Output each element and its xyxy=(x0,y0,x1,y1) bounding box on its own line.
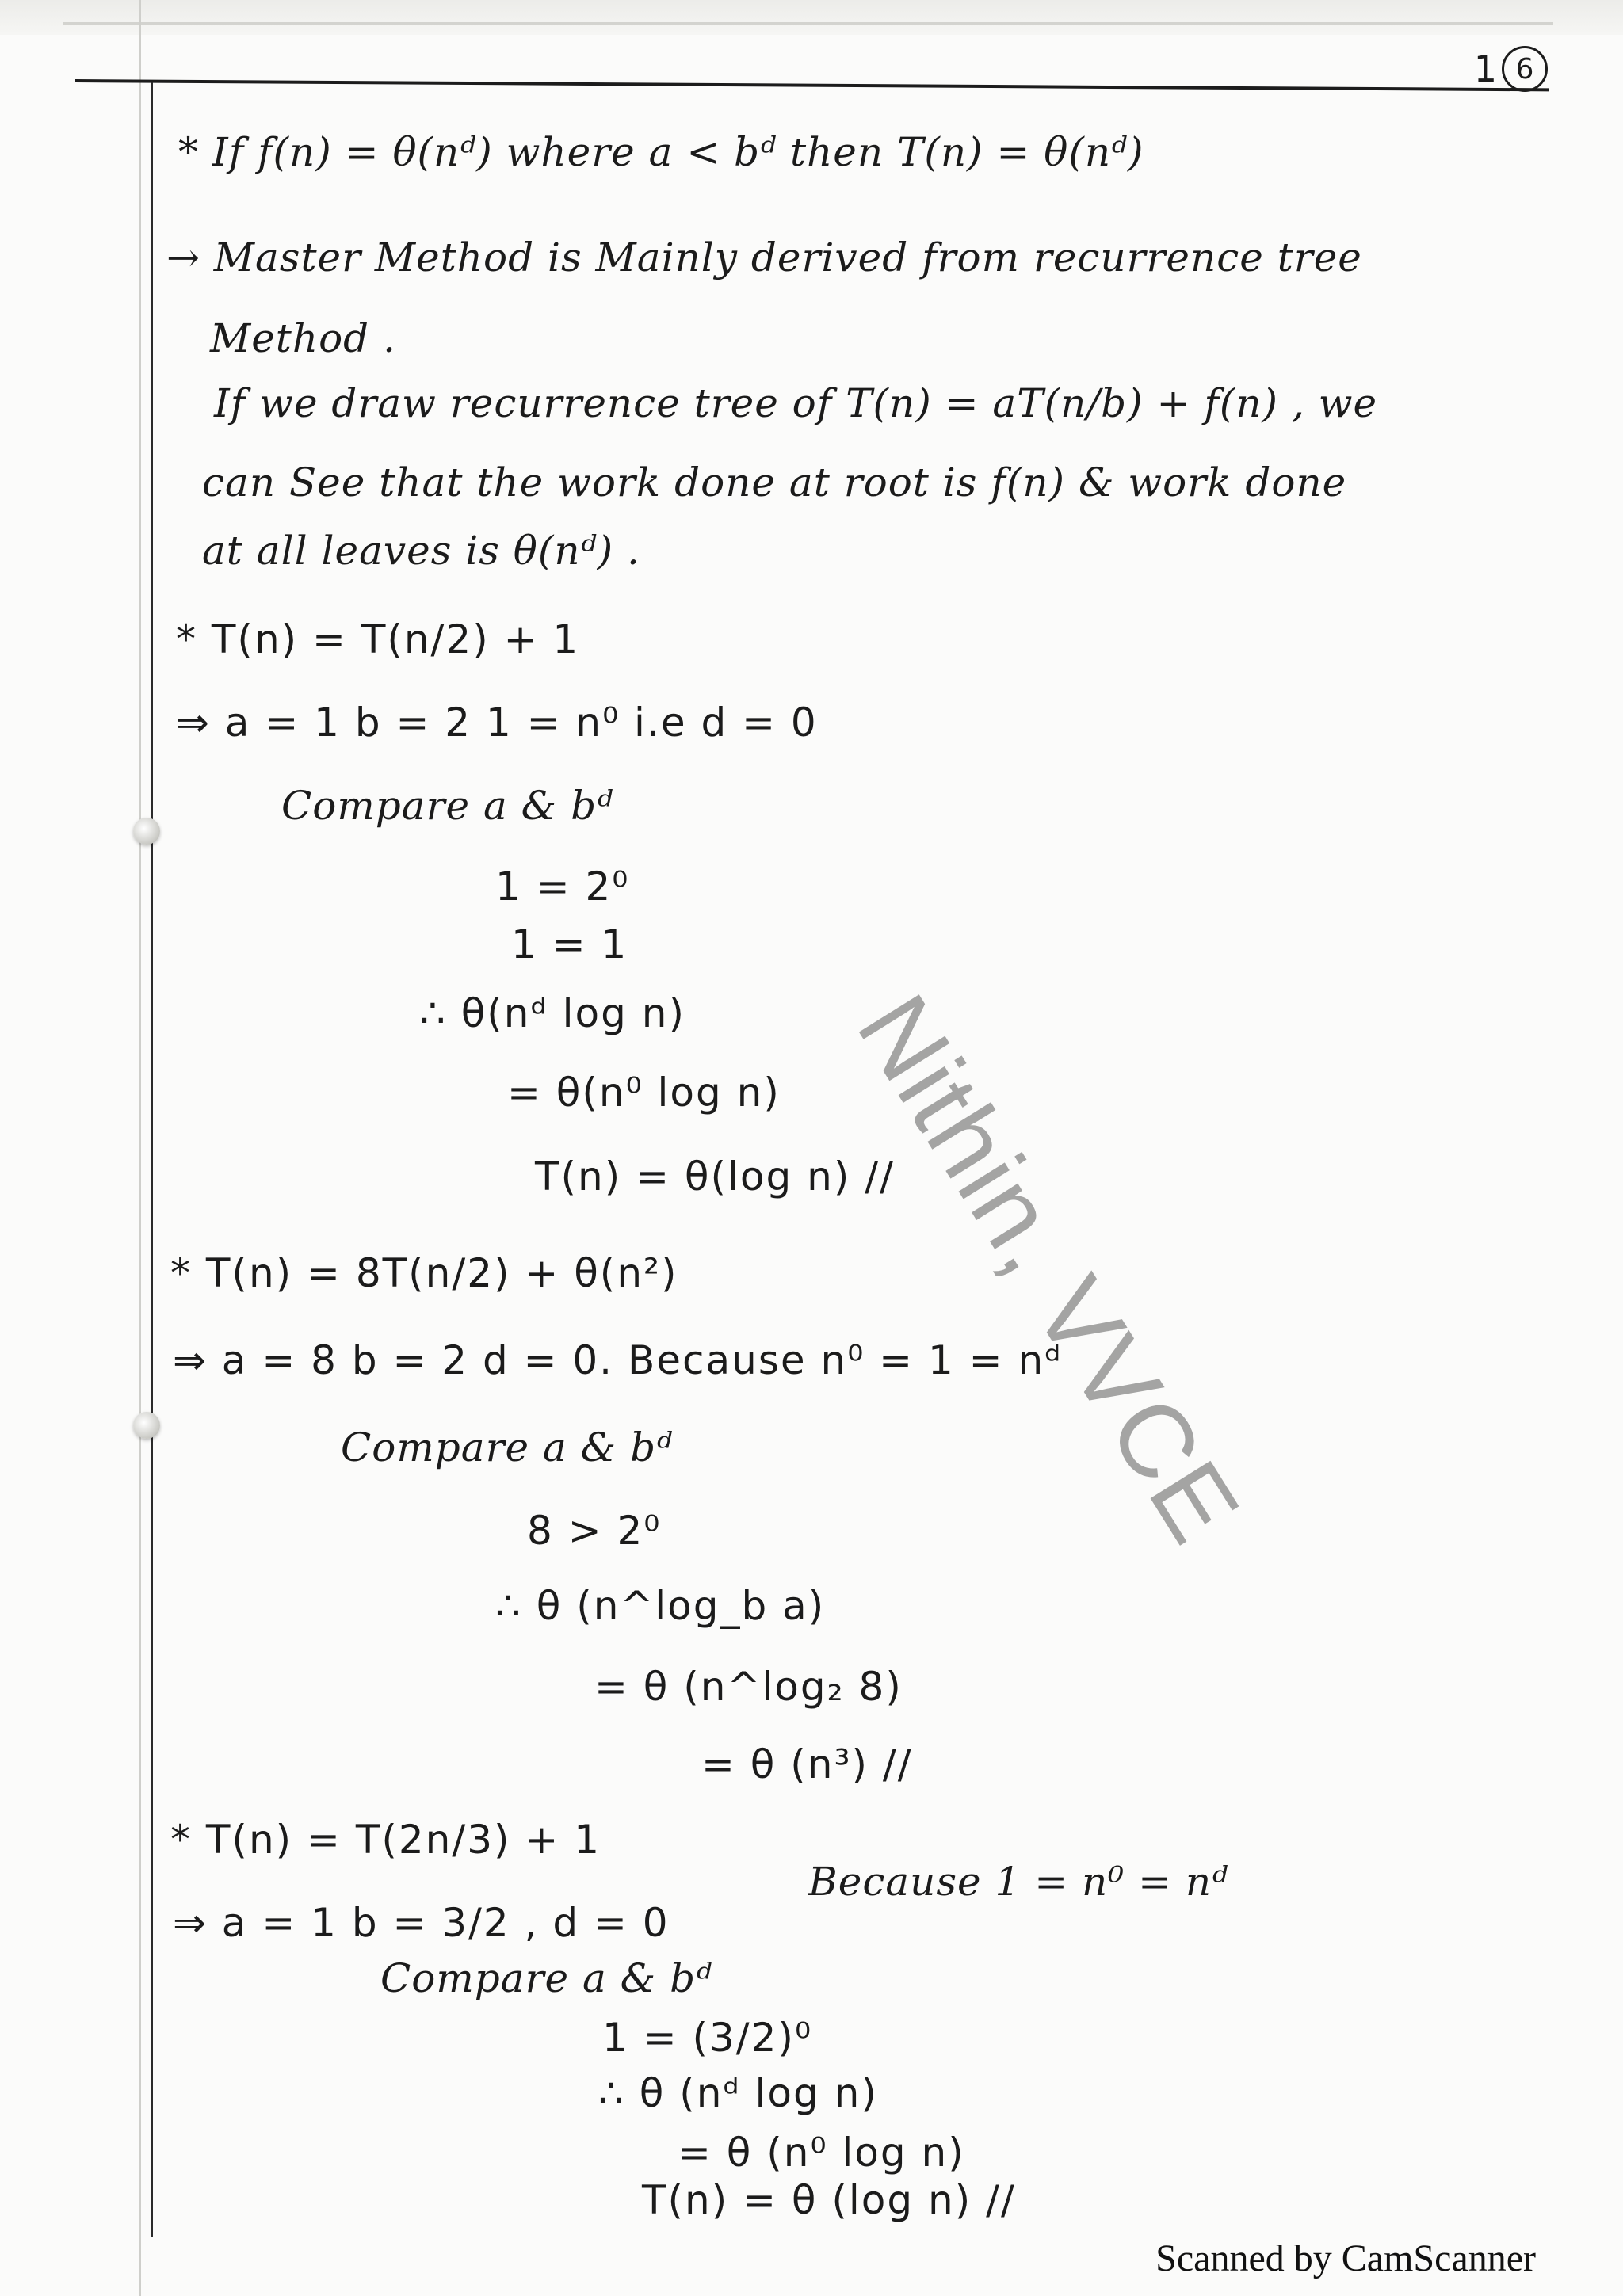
page-top-edge xyxy=(0,0,1623,35)
example1-step-5: T(n) = θ(log n) // xyxy=(535,1154,895,1199)
example2-compare: Compare a & bᵈ xyxy=(341,1425,674,1470)
example2-step-4: = θ (n³) // xyxy=(701,1741,913,1787)
left-ghost-line xyxy=(139,0,141,2296)
example3-params: ⇒ a = 1 b = 3/2 , d = 0 xyxy=(173,1900,670,1946)
example2-params: ⇒ a = 8 b = 2 d = 0. Because n⁰ = 1 = nᵈ xyxy=(173,1337,1063,1383)
example3-step-3: = θ (n⁰ log n) xyxy=(678,2130,965,2176)
author-watermark: Nithin, VVCE xyxy=(835,975,1263,1563)
intro-line-6: at all leaves is θ(nᵈ) . xyxy=(202,528,640,574)
example1-step-3: ∴ θ(nᵈ log n) xyxy=(420,990,685,1036)
example1-compare: Compare a & bᵈ xyxy=(281,783,614,829)
page-number xyxy=(1474,46,1548,92)
example3-step-1: 1 = (3/2)⁰ xyxy=(602,2015,813,2061)
example2-title: * T(n) = 8T(n/2) + θ(n²) xyxy=(170,1250,678,1296)
page-number-digit: 1 xyxy=(1473,48,1497,90)
page-number-circled: 6 xyxy=(1502,46,1548,92)
scanner-footer: Scanned by CamScanner xyxy=(1155,2237,1536,2279)
example2-step-2: ∴ θ (n^log_b a) xyxy=(495,1583,826,1629)
example1-step-2: 1 = 1 xyxy=(511,921,628,967)
binder-ring-1 xyxy=(133,818,160,845)
top-rule xyxy=(75,79,1549,91)
example1-title: * T(n) = T(n/2) + 1 xyxy=(176,616,580,662)
example1-params: ⇒ a = 1 b = 2 1 = n⁰ i.e d = 0 xyxy=(176,700,818,746)
example1-step-1: 1 = 2⁰ xyxy=(495,864,630,910)
example3-because: Because 1 = n⁰ = nᵈ xyxy=(808,1859,1229,1905)
example1-step-4: = θ(n⁰ log n) xyxy=(507,1070,781,1116)
example2-step-3: = θ (n^log₂ 8) xyxy=(594,1664,903,1710)
example3-title: * T(n) = T(2n/3) + 1 xyxy=(170,1817,601,1863)
intro-line-5: can See that the work done at root is f(n) & work done xyxy=(202,460,1347,505)
example3-compare: Compare a & bᵈ xyxy=(380,1955,713,2001)
intro-line-2: → Master Method is Mainly derived from recurrence tree xyxy=(166,235,1362,280)
intro-line-4: If we draw recurrence tree of T(n) = aT(n/b) + f(n) , we xyxy=(214,380,1378,426)
intro-line-1: * If f(n) = θ(nᵈ) where a < bᵈ then T(n) = θ(nᵈ) xyxy=(178,129,1144,175)
example2-step-1: 8 > 2⁰ xyxy=(527,1508,662,1554)
example3-step-4: T(n) = θ (log n) // xyxy=(642,2177,1016,2223)
example3-step-2: ∴ θ (nᵈ log n) xyxy=(598,2070,878,2116)
top-stitch xyxy=(63,22,1553,25)
left-margin-line xyxy=(151,82,153,2237)
intro-line-3: Method . xyxy=(210,315,396,361)
binder-ring-2 xyxy=(133,1412,160,1439)
